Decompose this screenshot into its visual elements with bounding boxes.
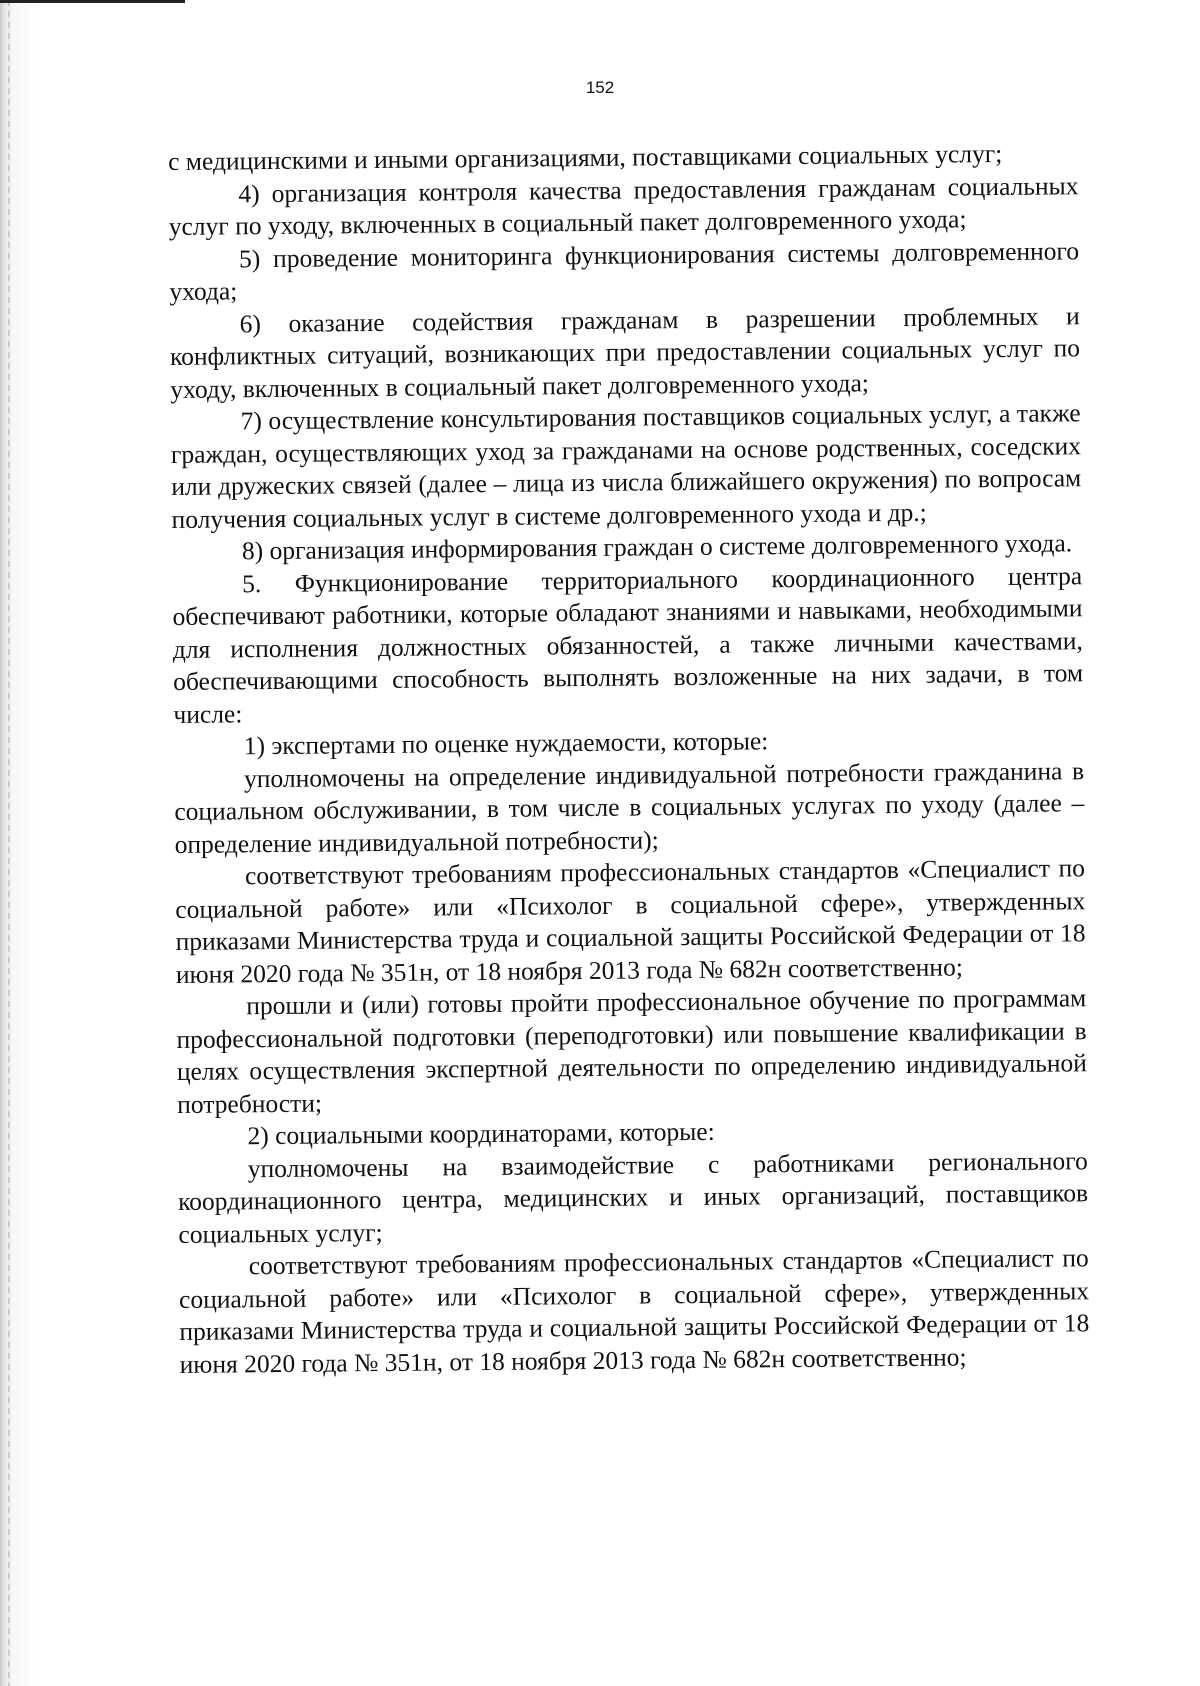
paragraph: 2) социальными координаторами, которые: — [247, 1116, 715, 1151]
paragraph: соответствуют требованиям профессиональных стандартов «Специалист по социальной работе» или «Психолог в социальной сфере», утвержденных приказами Министерства труда и социальной защиты Российской Федерации от 18 июня 2020 года № 351н, от 18 ноября 2013 года № 682н соответственно; — [178, 1243, 1090, 1379]
paragraph: уполномочены на определение индивидуальной потребности гражданина в социальном обслуживании, в том числе в социальных услугах по уходу (далее – определение индивидуальной потребности); — [174, 755, 1085, 859]
paragraph: 6) оказание содействия гражданам в разрешении проблемных и конфликтных ситуаций, возникающих при предоставлении социальных услуг по уходу, включенных в социальный пакет долговременного ухода; — [169, 300, 1081, 404]
paragraph: соответствуют требованиям профессиональных стандартов «Специалист по социальной работе» или «Психолог в социальной сфере», утвержденных приказами Министерства труда и социальной защиты Российской Федерации от 18 июня 2020 года № 351н, от 18 ноября 2013 года № 682н соответственно; — [175, 853, 1086, 989]
document-body — [168, 137, 1090, 1381]
paragraph: уполномочены на взаимодействие с работниками регионального координационного центра, медицинских и иных организаций, поставщиков социальных услуг; — [177, 1145, 1089, 1249]
paragraph: с медицинскими и иными организациями, поставщиками социальных услуг; — [168, 138, 1003, 176]
paragraph: прошли и (или) готовы пройти профессиональное обучение по программам профессиональной подготовки (переподготовки) или повышение квалификации в целях осуществления экспертной деятельности по определению индивидуальной потребности; — [176, 983, 1087, 1119]
paragraph: 1) экспертами по оценке нуждаемости, которые: — [243, 726, 769, 761]
paragraph: 5. Функционирование территориального координационного центра обеспечивают работники, которые обладают знаниями и навыками, необходимыми для исполнения должностных обязанностей, а также личными качествами, обеспечивающими способность выполнять возложенные на них задачи, в том числе: — [172, 560, 1084, 729]
scan-top-edge-line — [0, 0, 185, 3]
page-number: 152 — [585, 78, 615, 97]
paragraph: 5) проведение мониторинга функционирования системы долговременного ухода; — [169, 235, 1080, 306]
scan-margin-shadow — [0, 0, 38, 1686]
paragraph: 4) организация контроля качества предоставления гражданам социальных услуг по уходу, включенных в социальный пакет долговременного ухода; — [168, 170, 1079, 241]
paragraph: 7) осуществление консультирования поставщиков социальных услуг, а также граждан, осуществляющих уход за гражданами на основе родственных, соседских или дружеских связей (далее – лица из числа ближайшего окружения) по вопросам получения социальных услуг в системе долговременного ухода и др.; — [170, 398, 1082, 534]
paragraph: 8) организация информирования граждан о системе долговременного ухода. — [241, 528, 1073, 566]
